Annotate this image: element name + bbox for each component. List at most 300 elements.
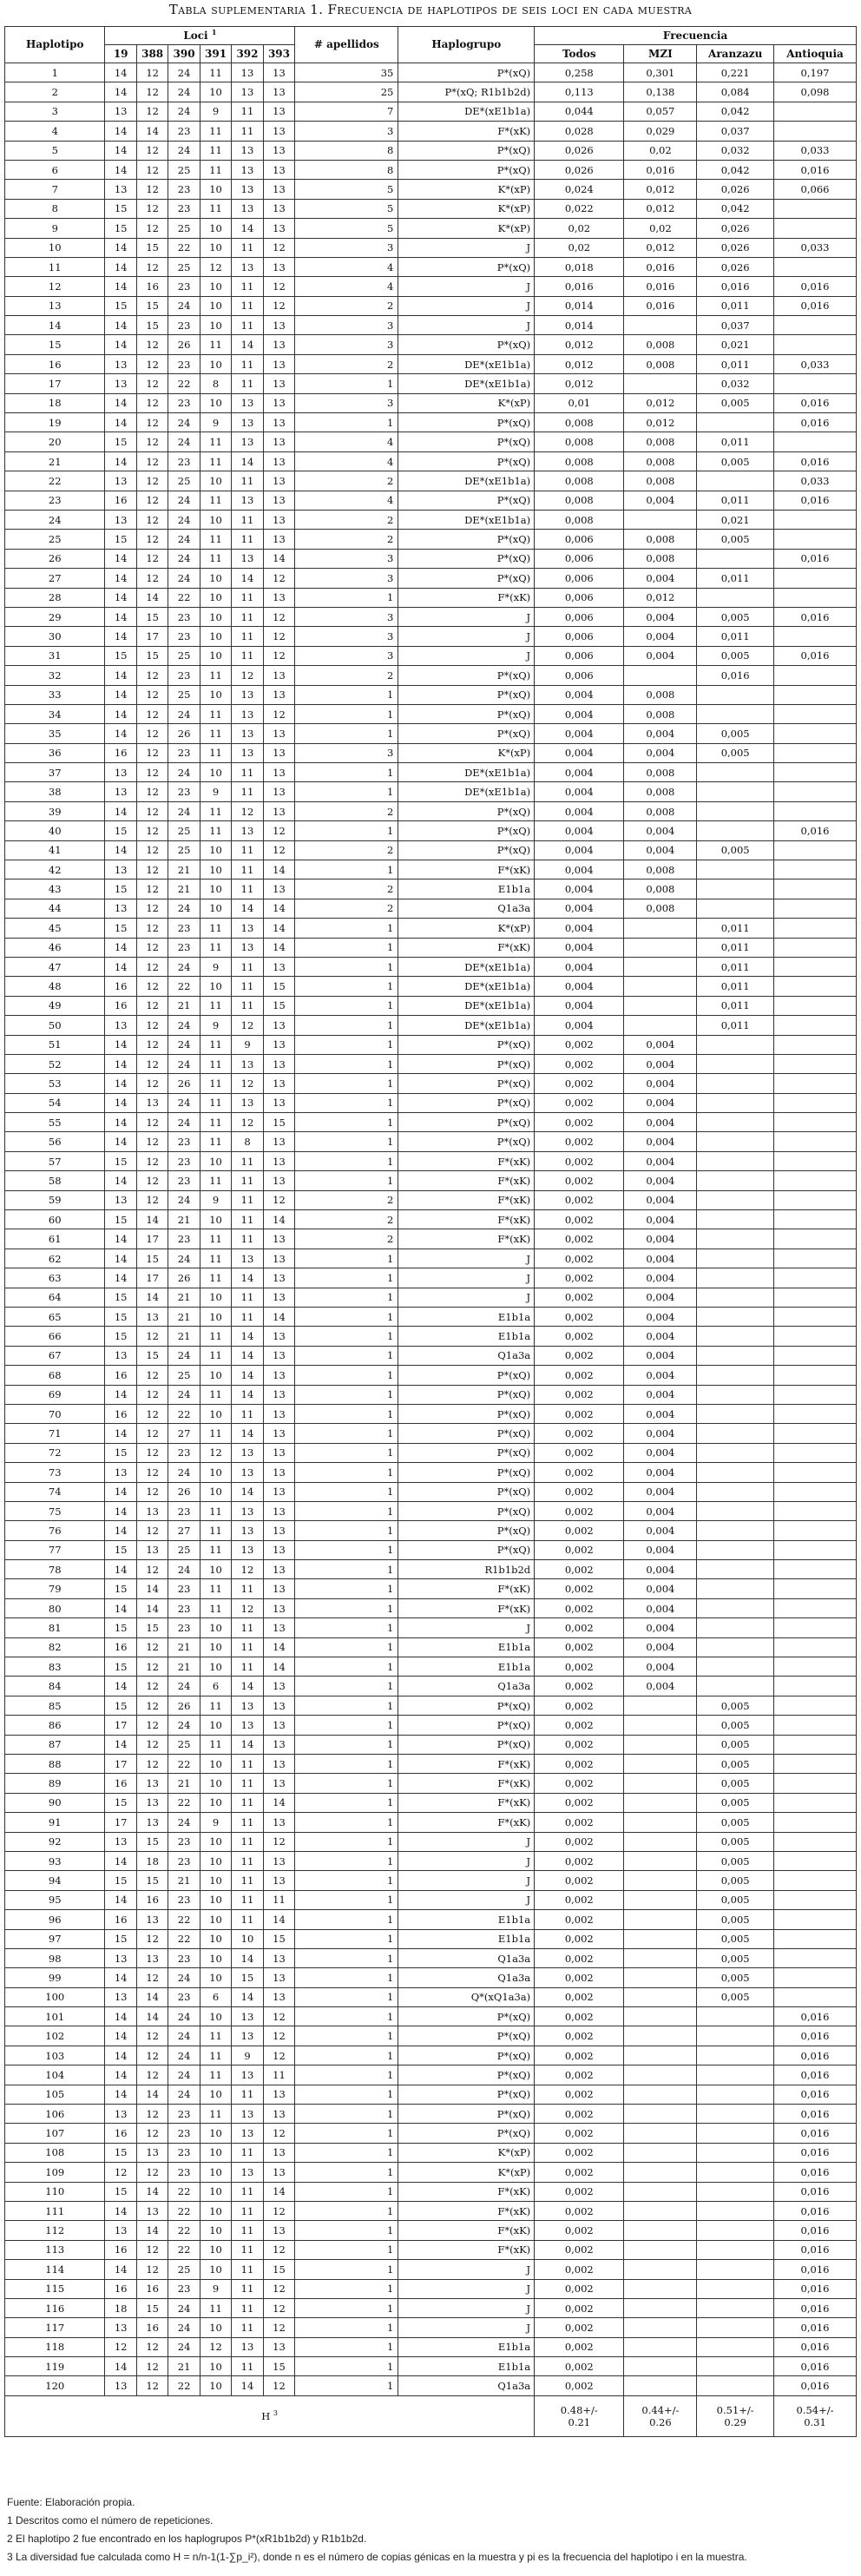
cell-apellidos: 1 (295, 1929, 398, 1948)
cell-freq-aranzazu: 0,011 (697, 432, 774, 451)
cell-freq-antioquia (774, 432, 857, 451)
cell-locus-390: 23 (168, 2124, 200, 2143)
cell-locus-19: 13 (105, 1463, 136, 1482)
table-row (5, 1987, 857, 2006)
cell-locus-391: 11 (200, 451, 231, 471)
cell-freq-antioquia: 0,016 (774, 413, 857, 432)
cell-locus-19: 14 (105, 607, 136, 626)
cell-locus-392: 11 (232, 782, 263, 801)
cell-locus-392: 11 (232, 1288, 263, 1307)
cell-locus-392: 11 (232, 860, 263, 880)
cell-locus-19: 13 (105, 1346, 136, 1365)
cell-locus-388: 12 (136, 1637, 168, 1657)
cell-freq-aranzazu (697, 2007, 774, 2026)
cell-freq-antioquia: 0,016 (774, 549, 857, 568)
header-locus-390: 390 (168, 45, 200, 63)
cell-locus-19: 15 (105, 219, 136, 238)
cell-apellidos: 3 (295, 627, 398, 646)
cell-apellidos: 2 (295, 801, 398, 820)
cell-locus-19: 14 (105, 1890, 136, 1909)
cell-freq-aranzazu: 0,005 (697, 840, 774, 860)
table-row (5, 2337, 857, 2356)
cell-locus-19: 14 (105, 160, 136, 179)
cell-apellidos: 1 (295, 1618, 398, 1637)
table-row (5, 1035, 857, 1054)
cell-apellidos: 1 (295, 1793, 398, 1812)
cell-locus-393: 14 (263, 1657, 295, 1677)
cell-locus-392: 13 (232, 2124, 263, 2143)
cell-haplogrupo: J (398, 1248, 535, 1268)
cell-locus-391: 10 (200, 1774, 231, 1793)
cell-locus-19: 15 (105, 919, 136, 938)
cell-freq-aranzazu: 0,005 (697, 1832, 774, 1851)
cell-locus-388: 17 (136, 1268, 168, 1288)
cell-locus-393: 15 (263, 1929, 295, 1948)
cell-freq-mzi: 0,012 (624, 413, 697, 432)
cell-freq-antioquia (774, 1346, 857, 1365)
cell-haplogrupo: P*(xQ) (398, 1035, 535, 1054)
cell-freq-aranzazu: 0,042 (697, 102, 774, 121)
table-row (5, 2105, 857, 2124)
cell-freq-mzi (624, 2337, 697, 2356)
cell-locus-393: 13 (263, 1424, 295, 1443)
cell-haplogrupo: K*(xP) (398, 2163, 535, 2182)
cell-locus-393: 13 (263, 1093, 295, 1112)
table-row (5, 1774, 857, 1793)
cell-haplotipo: 56 (5, 1132, 105, 1151)
cell-freq-antioquia (774, 1871, 857, 1890)
cell-locus-388: 15 (136, 1618, 168, 1637)
cell-locus-19: 14 (105, 1560, 136, 1579)
cell-locus-19: 14 (105, 2357, 136, 2376)
cell-haplogrupo: P*(xQ) (398, 666, 535, 685)
cell-haplogrupo: P*(xQ) (398, 451, 535, 471)
cell-apellidos: 1 (295, 977, 398, 996)
cell-freq-todos: 0,026 (535, 160, 624, 179)
cell-locus-393: 13 (263, 374, 295, 393)
cell-haplotipo: 13 (5, 296, 105, 315)
cell-locus-19: 15 (105, 1308, 136, 1327)
table-row (5, 957, 857, 976)
cell-locus-393: 14 (263, 1308, 295, 1327)
table-row (5, 1366, 857, 1385)
cell-haplotipo: 81 (5, 1618, 105, 1637)
cell-apellidos: 1 (295, 1521, 398, 1540)
cell-haplotipo: 68 (5, 1366, 105, 1385)
cell-locus-392: 11 (232, 510, 263, 529)
cell-locus-391: 11 (200, 666, 231, 685)
table-row (5, 1560, 857, 1579)
cell-locus-390: 24 (168, 1813, 200, 1832)
cell-freq-mzi (624, 977, 697, 996)
cell-locus-390: 24 (168, 2065, 200, 2085)
cell-apellidos: 1 (295, 1716, 398, 1735)
cell-freq-todos: 0,002 (535, 1968, 624, 1987)
cell-haplogrupo: P*(xQ) (398, 1074, 535, 1093)
cell-haplotipo: 116 (5, 2298, 105, 2317)
cell-freq-antioquia (774, 374, 857, 393)
cell-locus-393: 13 (263, 1054, 295, 1073)
cell-locus-390: 23 (168, 743, 200, 762)
cell-locus-393: 13 (263, 257, 295, 276)
cell-locus-393: 13 (263, 82, 295, 102)
cell-locus-392: 13 (232, 549, 263, 568)
cell-apellidos: 1 (295, 996, 398, 1015)
cell-freq-todos: 0,002 (535, 1288, 624, 1307)
cell-haplotipo: 86 (5, 1716, 105, 1735)
cell-locus-388: 15 (136, 316, 168, 335)
cell-haplotipo: 110 (5, 2182, 105, 2201)
cell-haplotipo: 119 (5, 2357, 105, 2376)
cell-freq-todos: 0,004 (535, 821, 624, 840)
cell-haplogrupo: P*(xQ) (398, 2065, 535, 2085)
cell-locus-393: 12 (263, 2318, 295, 2337)
cell-locus-393: 13 (263, 1366, 295, 1385)
cell-freq-todos: 0,004 (535, 724, 624, 743)
cell-freq-todos: 0,258 (535, 63, 624, 82)
cell-locus-390: 23 (168, 451, 200, 471)
cell-haplogrupo: F*(xK) (398, 122, 535, 141)
cell-locus-388: 12 (136, 860, 168, 880)
cell-freq-mzi: 0,004 (624, 1521, 697, 1540)
cell-haplotipo: 35 (5, 724, 105, 743)
cell-haplotipo: 54 (5, 1093, 105, 1112)
cell-freq-mzi: 0,004 (624, 1463, 697, 1482)
cell-freq-todos: 0,002 (535, 1482, 624, 1501)
cell-freq-mzi (624, 2298, 697, 2317)
cell-freq-aranzazu: 0,005 (697, 1793, 774, 1812)
table-row (5, 724, 857, 743)
cell-apellidos: 1 (295, 2201, 398, 2220)
cell-freq-antioquia (774, 1093, 857, 1112)
cell-freq-antioquia (774, 1385, 857, 1404)
cell-haplotipo: 17 (5, 374, 105, 393)
cell-locus-388: 12 (136, 899, 168, 918)
cell-freq-antioquia (774, 840, 857, 860)
cell-locus-393: 13 (263, 471, 295, 491)
cell-locus-392: 13 (232, 2065, 263, 2085)
cell-haplogrupo: E1b1a (398, 1308, 535, 1327)
cell-freq-antioquia: 0,016 (774, 160, 857, 179)
cell-haplotipo: 100 (5, 1987, 105, 2006)
cell-locus-391: 10 (200, 277, 231, 296)
cell-locus-393: 13 (263, 1016, 295, 1035)
cell-haplogrupo: J (398, 1890, 535, 1909)
cell-locus-391: 10 (200, 1637, 231, 1657)
cell-freq-antioquia (774, 316, 857, 335)
cell-haplogrupo: E1b1a (398, 1657, 535, 1677)
cell-locus-392: 11 (232, 2221, 263, 2240)
cell-apellidos: 3 (295, 549, 398, 568)
cell-apellidos: 2 (295, 296, 398, 315)
cell-apellidos: 1 (295, 1910, 398, 1929)
cell-locus-390: 22 (168, 374, 200, 393)
table-row (5, 160, 857, 179)
cell-freq-aranzazu: 0,084 (697, 82, 774, 102)
cell-haplogrupo: P*(xQ) (398, 1482, 535, 1501)
cell-freq-todos: 0,002 (535, 1308, 624, 1327)
cell-freq-todos: 0,004 (535, 743, 624, 762)
cell-locus-392: 8 (232, 1132, 263, 1151)
cell-freq-antioquia (774, 1910, 857, 1929)
cell-freq-todos: 0,002 (535, 1735, 624, 1754)
cell-freq-antioquia (774, 1987, 857, 2006)
cell-locus-390: 23 (168, 2163, 200, 2182)
cell-freq-antioquia (774, 704, 857, 723)
cell-locus-390: 23 (168, 316, 200, 335)
cell-freq-mzi: 0,008 (624, 880, 697, 899)
cell-apellidos: 4 (295, 491, 398, 510)
cell-locus-393: 13 (263, 510, 295, 529)
cell-apellidos: 1 (295, 1054, 398, 1073)
table-row (5, 1113, 857, 1132)
cell-apellidos: 1 (295, 1151, 398, 1170)
cell-freq-antioquia (774, 199, 857, 218)
cell-freq-aranzazu: 0,011 (697, 977, 774, 996)
cell-freq-aranzazu (697, 1346, 774, 1365)
cell-apellidos: 1 (295, 2318, 398, 2337)
cell-locus-392: 14 (232, 335, 263, 354)
table-row (5, 704, 857, 723)
cell-locus-393: 13 (263, 102, 295, 121)
cell-locus-392: 11 (232, 354, 263, 373)
cell-locus-19: 13 (105, 374, 136, 393)
cell-apellidos: 1 (295, 2182, 398, 2201)
cell-locus-388: 12 (136, 782, 168, 801)
cell-haplogrupo: P*(xQ) (398, 1424, 535, 1443)
cell-haplotipo: 79 (5, 1579, 105, 1598)
cell-freq-aranzazu (697, 2026, 774, 2046)
cell-freq-antioquia: 0,016 (774, 2007, 857, 2026)
cell-freq-aranzazu (697, 1579, 774, 1598)
table-row (5, 374, 857, 393)
cell-freq-antioquia (774, 1657, 857, 1677)
cell-freq-todos: 0,002 (535, 2240, 624, 2259)
cell-haplotipo: 18 (5, 393, 105, 412)
table-row (5, 1151, 857, 1170)
cell-freq-aranzazu (697, 1132, 774, 1151)
cell-apellidos: 1 (295, 374, 398, 393)
cell-haplotipo: 66 (5, 1327, 105, 1346)
table-row (5, 549, 857, 568)
cell-haplogrupo: P*(xQ) (398, 413, 535, 432)
cell-apellidos: 1 (295, 1948, 398, 1967)
cell-locus-19: 14 (105, 2007, 136, 2026)
cell-freq-antioquia (774, 1890, 857, 1909)
cell-locus-393: 12 (263, 821, 295, 840)
cell-freq-mzi: 0,004 (624, 491, 697, 510)
cell-locus-390: 24 (168, 1016, 200, 1035)
cell-locus-392: 13 (232, 491, 263, 510)
cell-locus-19: 13 (105, 354, 136, 373)
cell-freq-todos: 0,002 (535, 2065, 624, 2085)
cell-locus-393: 13 (263, 1443, 295, 1462)
cell-freq-aranzazu (697, 2279, 774, 2298)
cell-locus-392: 12 (232, 1560, 263, 1579)
cell-freq-mzi (624, 2260, 697, 2279)
cell-locus-390: 21 (168, 1210, 200, 1229)
cell-freq-antioquia: 0,016 (774, 2182, 857, 2201)
cell-freq-aranzazu (697, 1190, 774, 1209)
cell-freq-aranzazu (697, 2143, 774, 2162)
cell-locus-392: 13 (232, 141, 263, 160)
cell-freq-aranzazu: 0,005 (697, 607, 774, 626)
cell-freq-mzi: 0,004 (624, 1113, 697, 1132)
cell-locus-391: 9 (200, 413, 231, 432)
cell-locus-388: 13 (136, 1308, 168, 1327)
table-row (5, 1248, 857, 1268)
cell-locus-391: 11 (200, 335, 231, 354)
cell-apellidos: 35 (295, 63, 398, 82)
cell-locus-388: 12 (136, 413, 168, 432)
table-row (5, 2163, 857, 2182)
cell-haplogrupo: J (398, 627, 535, 646)
cell-locus-391: 10 (200, 1890, 231, 1909)
cell-apellidos: 2 (295, 354, 398, 373)
cell-locus-390: 21 (168, 1657, 200, 1677)
cell-locus-393: 13 (263, 685, 295, 704)
cell-freq-mzi: 0,004 (624, 1229, 697, 1248)
cell-locus-390: 23 (168, 199, 200, 218)
cell-haplotipo: 42 (5, 860, 105, 880)
cell-locus-390: 21 (168, 1774, 200, 1793)
cell-haplotipo: 89 (5, 1774, 105, 1793)
table-row (5, 2298, 857, 2317)
cell-locus-393: 13 (263, 160, 295, 179)
cell-haplotipo: 61 (5, 1229, 105, 1248)
table-row (5, 1851, 857, 1870)
cell-haplogrupo: P*(xQ) (398, 1696, 535, 1715)
cell-locus-391: 10 (200, 2221, 231, 2240)
cell-freq-aranzazu: 0,042 (697, 160, 774, 179)
cell-haplogrupo: P*(xQ) (398, 1404, 535, 1423)
cell-freq-mzi (624, 2201, 697, 2220)
cell-freq-aranzazu (697, 2298, 774, 2317)
cell-locus-391: 10 (200, 840, 231, 860)
cell-locus-19: 14 (105, 141, 136, 160)
cell-locus-19: 16 (105, 1910, 136, 1929)
cell-locus-392: 14 (232, 1268, 263, 1288)
cell-freq-antioquia (774, 1268, 857, 1288)
cell-locus-391: 11 (200, 1093, 231, 1112)
cell-freq-todos: 0,044 (535, 102, 624, 121)
cell-locus-19: 14 (105, 1482, 136, 1501)
cell-locus-393: 13 (263, 316, 295, 335)
cell-haplotipo: 84 (5, 1677, 105, 1696)
cell-locus-19: 15 (105, 1327, 136, 1346)
cell-freq-todos: 0,004 (535, 919, 624, 938)
cell-freq-todos: 0,002 (535, 1987, 624, 2006)
cell-haplogrupo: F*(xK) (398, 1190, 535, 1209)
cell-locus-388: 12 (136, 1657, 168, 1677)
cell-locus-19: 16 (105, 1366, 136, 1385)
cell-locus-19: 14 (105, 1132, 136, 1151)
cell-haplogrupo: J (398, 2318, 535, 2337)
cell-freq-aranzazu (697, 821, 774, 840)
cell-locus-393: 13 (263, 219, 295, 238)
table-row (5, 413, 857, 432)
table-row (5, 996, 857, 1015)
cell-freq-mzi: 0,004 (624, 1501, 697, 1520)
cell-locus-390: 23 (168, 1618, 200, 1637)
cell-freq-antioquia (774, 257, 857, 276)
cell-freq-aranzazu (697, 2240, 774, 2259)
cell-locus-392: 11 (232, 840, 263, 860)
cell-haplogrupo: F*(xK) (398, 1151, 535, 1170)
cell-locus-391: 10 (200, 1948, 231, 1967)
table-row (5, 2026, 857, 2046)
cell-locus-390: 24 (168, 2298, 200, 2317)
cell-freq-aranzazu: 0,221 (697, 63, 774, 82)
cell-locus-391: 11 (200, 1521, 231, 1540)
cell-locus-390: 21 (168, 2357, 200, 2376)
cell-locus-19: 17 (105, 1754, 136, 1773)
cell-freq-todos: 0,004 (535, 840, 624, 860)
cell-freq-mzi (624, 938, 697, 957)
cell-freq-mzi: 0,004 (624, 1657, 697, 1677)
cell-freq-todos: 0,002 (535, 1598, 624, 1617)
cell-freq-antioquia: 0,016 (774, 646, 857, 665)
cell-locus-388: 12 (136, 2240, 168, 2259)
diversity-label: H $^3$ (5, 2395, 535, 2436)
cell-locus-393: 14 (263, 1637, 295, 1657)
cell-locus-392: 13 (232, 938, 263, 957)
cell-freq-antioquia: 0,016 (774, 2201, 857, 2220)
cell-haplogrupo: P*(xQ) (398, 1366, 535, 1385)
cell-locus-392: 12 (232, 1598, 263, 1617)
cell-locus-393: 13 (263, 1229, 295, 1248)
cell-freq-mzi: 0,008 (624, 801, 697, 820)
cell-freq-todos: 0,002 (535, 2085, 624, 2104)
cell-freq-antioquia: 0,016 (774, 2279, 857, 2298)
cell-locus-392: 14 (232, 1346, 263, 1365)
cell-apellidos: 3 (295, 646, 398, 665)
cell-locus-392: 13 (232, 1501, 263, 1520)
cell-haplotipo: 117 (5, 2318, 105, 2337)
cell-freq-mzi: 0,004 (624, 1598, 697, 1617)
cell-haplotipo: 114 (5, 2260, 105, 2279)
cell-haplogrupo: P*(xQ) (398, 1735, 535, 1754)
cell-freq-antioquia (774, 1404, 857, 1423)
cell-locus-392: 11 (232, 1871, 263, 1890)
cell-haplotipo: 103 (5, 2046, 105, 2065)
cell-locus-392: 13 (232, 685, 263, 704)
cell-locus-392: 14 (232, 219, 263, 238)
cell-freq-antioquia (774, 1948, 857, 1967)
cell-apellidos: 3 (295, 607, 398, 626)
cell-freq-antioquia: 0,016 (774, 2260, 857, 2279)
cell-freq-mzi: 0,004 (624, 1579, 697, 1598)
cell-haplotipo: 67 (5, 1346, 105, 1365)
cell-locus-392: 13 (232, 199, 263, 218)
cell-locus-19: 14 (105, 1229, 136, 1248)
cell-freq-todos: 0,006 (535, 666, 624, 685)
cell-locus-19: 14 (105, 63, 136, 82)
cell-locus-19: 14 (105, 666, 136, 685)
cell-apellidos: 1 (295, 1463, 398, 1482)
cell-locus-19: 13 (105, 510, 136, 529)
cell-freq-antioquia (774, 1132, 857, 1151)
cell-locus-392: 11 (232, 1754, 263, 1773)
cell-apellidos: 1 (295, 1074, 398, 1093)
cell-locus-19: 15 (105, 1618, 136, 1637)
table-row (5, 102, 857, 121)
cell-haplogrupo: F*(xK) (398, 1813, 535, 1832)
cell-locus-392: 13 (232, 2337, 263, 2356)
cell-locus-393: 13 (263, 413, 295, 432)
cell-freq-mzi: 0,004 (624, 1151, 697, 1170)
cell-haplogrupo: P*(xQ) (398, 1385, 535, 1404)
